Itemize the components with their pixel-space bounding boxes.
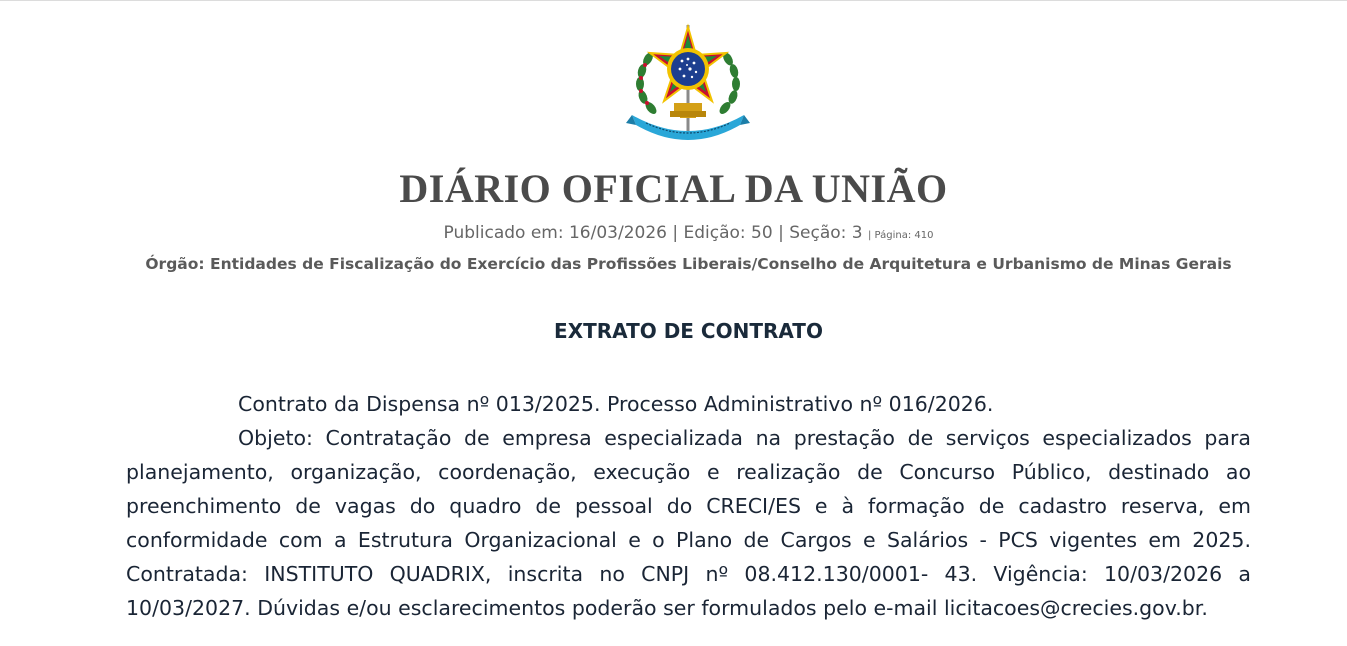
document-body (126, 387, 1251, 625)
issuing-agency: Órgão: Entidades de Fiscalização do Exercício das Profissões Liberais/Conselho de Arquitetura e Urbanismo de Minas Gerais (145, 255, 1232, 273)
gazette-title: DIÁRIO OFICIAL DA UNIÃO (399, 166, 948, 211)
page-number: | Página: 410 (868, 230, 934, 241)
paragraph-contract-reference: Contrato da Dispensa nº 013/2025. Processo Administrativo nº 016/2026. (238, 392, 994, 416)
paragraph-contract-object: Objeto: Contratação de empresa especializada na prestação de serviços especializados para planejamento, organização, coordenação, execução e realização de Concurso Público, destinado ao preenchimento de vagas do quadro de pessoal do CRECI/ES e à formação de cadastro reserva, em conformidade com a Estrutura Organizacional e o Plano de Cargos e Salários - PCS vigentes em 2025. Contratada: INSTITUTO QUADRIX, inscrita no CNPJ nº 08.412.130/0001- 43. Vigência: 10/03/2026 a 10/03/2027. Dúvidas e/ou esclarecimentos poderão ser formulados pelo e-mail licitacoes@crecies.gov.br. (126, 426, 1251, 620)
publication-info (0, 221, 1347, 248)
brazil-coat-of-arms-icon (624, 19, 752, 145)
document-title: EXTRATO DE CONTRATO (554, 319, 823, 343)
publication-details: Publicado em: 16/03/2026 | Edição: 50 | Seção: 3 (443, 223, 863, 243)
document-page (0, 1, 1347, 646)
